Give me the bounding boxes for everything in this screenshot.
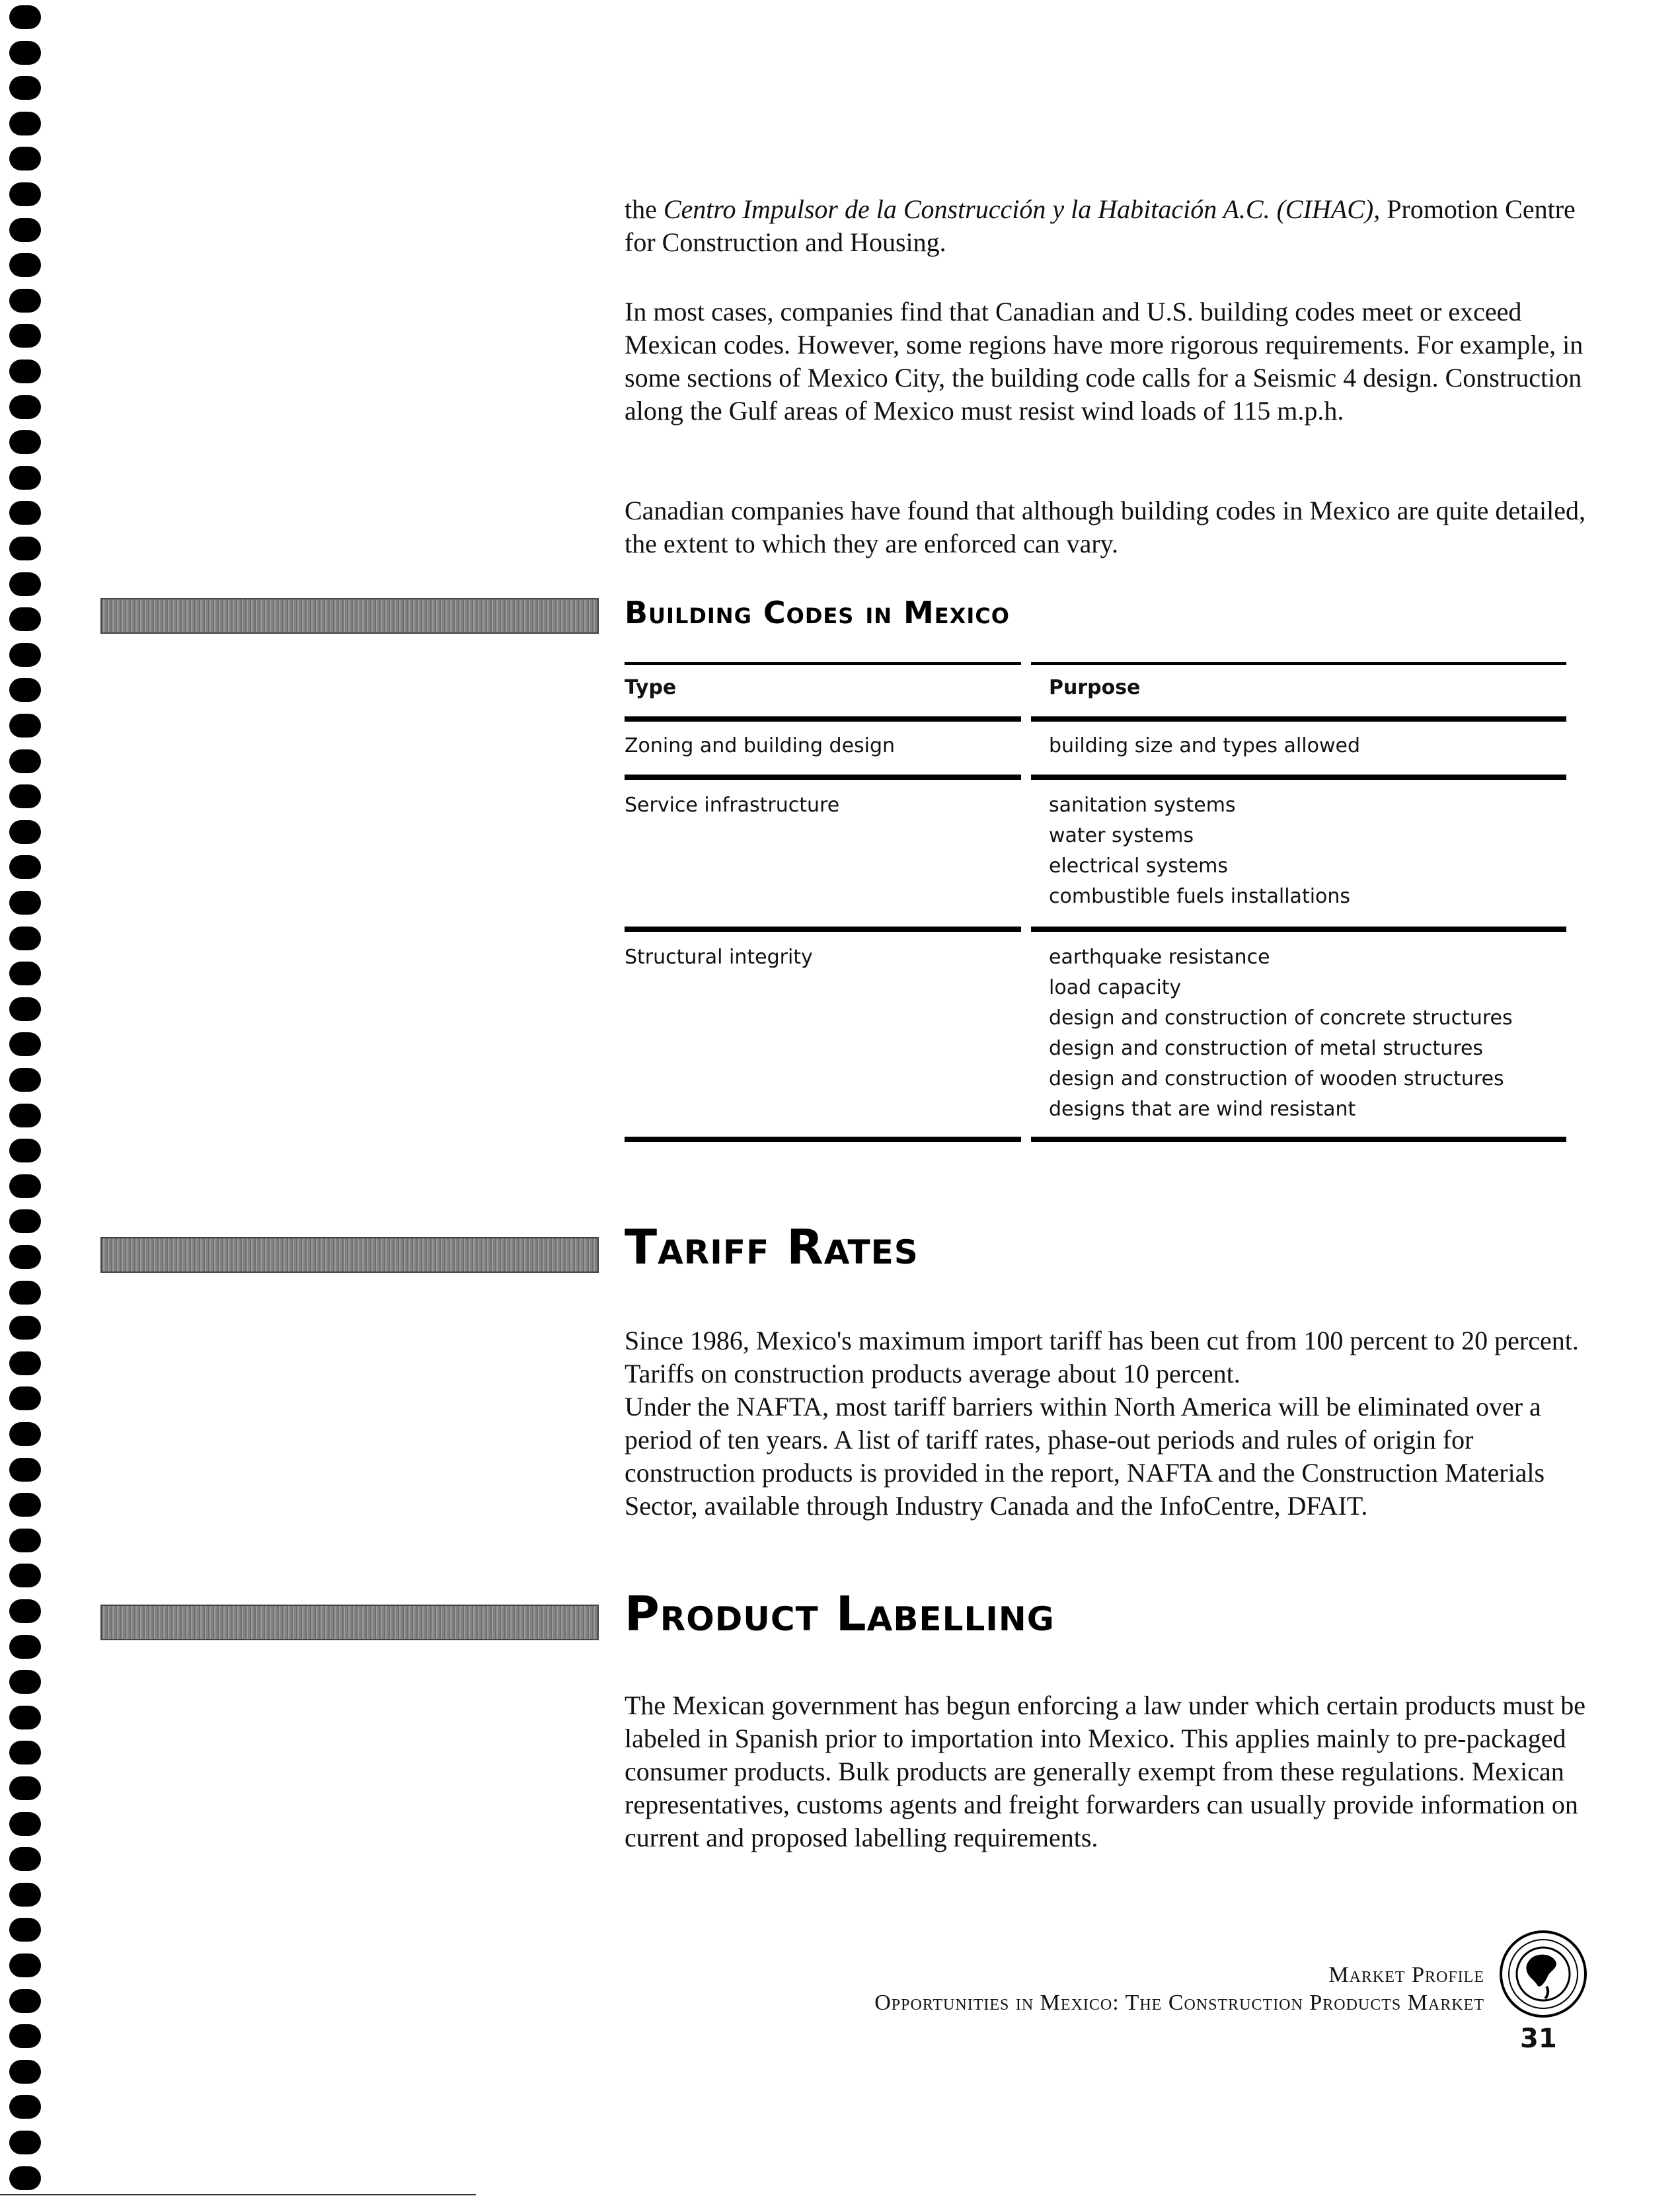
building-codes-paragraph: In most cases, companies find that Canadian and U.S. building codes meet or exceed Mexican codes. However, some regions have more rigorous requirements. For example, in some sections of Mexico City, the building code calls for a Seismic 4 design. Construction along the Gulf areas of Mexico must resist wind loads of 115 m.p.h. xyxy=(625,297,1584,426)
binding-hole xyxy=(9,41,41,65)
binding-hole xyxy=(9,962,41,985)
spiral-binding xyxy=(9,0,45,2200)
column-header-type: Type xyxy=(625,676,677,699)
labelling-paragraph: The Mexican government has begun enforcing a law under which certain products must be labeled in Spanish prior to importation into Mexico. This applies mainly to pre-packaged consumer products. Bulk products are generally exempt from these regulations. Mexican representatives, customs agents and freight forwarders can usually provide information on current and proposed labelling requirements. xyxy=(625,1690,1585,1852)
table-rule xyxy=(625,716,1021,722)
tariff-paragraph-2: Under the NAFTA, most tariff barriers within North America will be eliminated over a period of ten years. A list of tariff rates, phase-out periods and rules of origin for construction products is provided in the report, NAFTA and the Construction Materials Sector, available through Industry Canada and the InfoCentre, DFAIT. xyxy=(625,1392,1545,1521)
binding-hole xyxy=(9,1209,41,1233)
section-marker-bar xyxy=(100,1237,599,1273)
section-marker-bar xyxy=(100,598,599,634)
binding-hole xyxy=(9,360,41,383)
table-rule xyxy=(625,662,1021,665)
binding-hole xyxy=(9,1529,41,1552)
binding-hole xyxy=(9,1847,41,1871)
table-row-type: Service infrastructure xyxy=(625,794,840,817)
table-rule xyxy=(1031,716,1566,722)
binding-hole xyxy=(9,1741,41,1764)
table-row-purpose: combustible fuels installations xyxy=(1049,885,1351,908)
binding-hole xyxy=(9,1776,41,1800)
table-row-purpose: designs that are wind resistant xyxy=(1049,1098,1356,1121)
table-row-purpose: sanitation systems xyxy=(1049,794,1236,817)
section-marker-bar xyxy=(100,1605,599,1640)
tariff-paragraph-1: Since 1986, Mexico's maximum import tariff has been cut from 100 percent to 20 percent. Tariffs on construction products average about 10 percent. xyxy=(625,1326,1579,1388)
binding-hole xyxy=(9,289,41,313)
binding-hole xyxy=(9,714,41,738)
binding-hole xyxy=(9,430,41,454)
cihac-name: Centro Impulsor de la Construcción y la Habitación A.C. (CIHAC), xyxy=(663,194,1381,224)
table-row-type: Structural integrity xyxy=(625,946,813,969)
north-america-globe-seal-icon xyxy=(1499,1930,1588,2019)
binding-hole xyxy=(9,76,41,100)
binding-hole xyxy=(9,1670,41,1694)
table-rule xyxy=(1031,927,1566,932)
intro-paragraph: the Centro Impulsor de la Construcción y la Habitación A.C. (CIHAC), Promotion Centre for Construction and Housing. xyxy=(625,194,1576,257)
binding-hole xyxy=(9,324,41,348)
binding-hole xyxy=(9,253,41,277)
binding-hole xyxy=(9,218,41,242)
binding-hole xyxy=(9,1564,41,1587)
binding-hole xyxy=(9,2095,41,2119)
table-rule xyxy=(1031,662,1566,665)
binding-hole xyxy=(9,5,41,29)
table-rule xyxy=(1031,1137,1566,1142)
binding-hole xyxy=(9,112,41,135)
binding-hole xyxy=(9,1599,41,1623)
binding-hole xyxy=(9,501,41,525)
binding-hole xyxy=(9,1989,41,2013)
table-rule xyxy=(625,1137,1021,1142)
binding-hole xyxy=(9,820,41,844)
product-labelling-heading: Product Labelling xyxy=(625,1586,1055,1642)
footer-publication-title: Opportunities in Mexico: The Construction Products Market xyxy=(874,1991,1484,2015)
binding-hole xyxy=(9,1883,41,1907)
table-rule xyxy=(625,775,1021,780)
binding-hole xyxy=(9,891,41,915)
page-edge-line xyxy=(0,2194,476,2195)
binding-hole xyxy=(9,2024,41,2048)
binding-hole xyxy=(9,395,41,419)
binding-hole xyxy=(9,2131,41,2154)
binding-hole xyxy=(9,1422,41,1446)
binding-hole xyxy=(9,1635,41,1659)
binding-hole xyxy=(9,997,41,1021)
binding-hole xyxy=(9,1918,41,1942)
binding-hole xyxy=(9,1104,41,1127)
binding-hole xyxy=(9,855,41,879)
table-rule xyxy=(1031,775,1566,780)
binding-hole xyxy=(9,1351,41,1375)
building-codes-heading: Building Codes in Mexico xyxy=(625,595,1010,630)
binding-hole xyxy=(9,537,41,560)
tariff-rates-heading: Tariff Rates xyxy=(625,1219,919,1275)
binding-hole xyxy=(9,678,41,702)
binding-hole xyxy=(9,643,41,667)
table-row-purpose: building size and types allowed xyxy=(1049,734,1361,757)
table-rule xyxy=(625,927,1021,932)
binding-hole xyxy=(9,1032,41,1056)
table-row-purpose: load capacity xyxy=(1049,976,1182,999)
binding-hole xyxy=(9,749,41,773)
table-row-purpose: design and construction of metal structures xyxy=(1049,1037,1484,1060)
binding-hole xyxy=(9,2166,41,2190)
binding-hole xyxy=(9,572,41,596)
binding-hole xyxy=(9,1281,41,1305)
table-row-purpose: earthquake resistance xyxy=(1049,946,1270,969)
enforcement-paragraph: Canadian companies have found that although building codes in Mexico are quite detailed, the extent to which they are enforced can vary. xyxy=(625,496,1586,558)
binding-hole xyxy=(9,1812,41,1836)
binding-hole xyxy=(9,1953,41,1977)
binding-hole xyxy=(9,1493,41,1517)
binding-hole xyxy=(9,1386,41,1410)
binding-hole xyxy=(9,784,41,808)
table-row-type: Zoning and building design xyxy=(625,734,896,757)
page-number: 31 xyxy=(1520,2024,1557,2054)
binding-hole xyxy=(9,1068,41,1092)
binding-hole xyxy=(9,147,41,171)
binding-hole xyxy=(9,1174,41,1198)
binding-hole xyxy=(9,1458,41,1482)
binding-hole xyxy=(9,466,41,490)
binding-hole xyxy=(9,927,41,950)
table-row-purpose: design and construction of wooden structures xyxy=(1049,1067,1504,1090)
binding-hole xyxy=(9,2060,41,2084)
binding-hole xyxy=(9,182,41,206)
footer-market-profile: Market Profile xyxy=(1328,1963,1484,1987)
column-header-purpose: Purpose xyxy=(1049,676,1141,699)
table-row-purpose: design and construction of concrete structures xyxy=(1049,1006,1513,1030)
binding-hole xyxy=(9,1245,41,1269)
table-row-purpose: water systems xyxy=(1049,824,1194,847)
table-row-purpose: electrical systems xyxy=(1049,854,1229,878)
binding-hole xyxy=(9,1316,41,1340)
binding-hole xyxy=(9,607,41,631)
binding-hole xyxy=(9,1139,41,1162)
binding-hole xyxy=(9,1706,41,1729)
